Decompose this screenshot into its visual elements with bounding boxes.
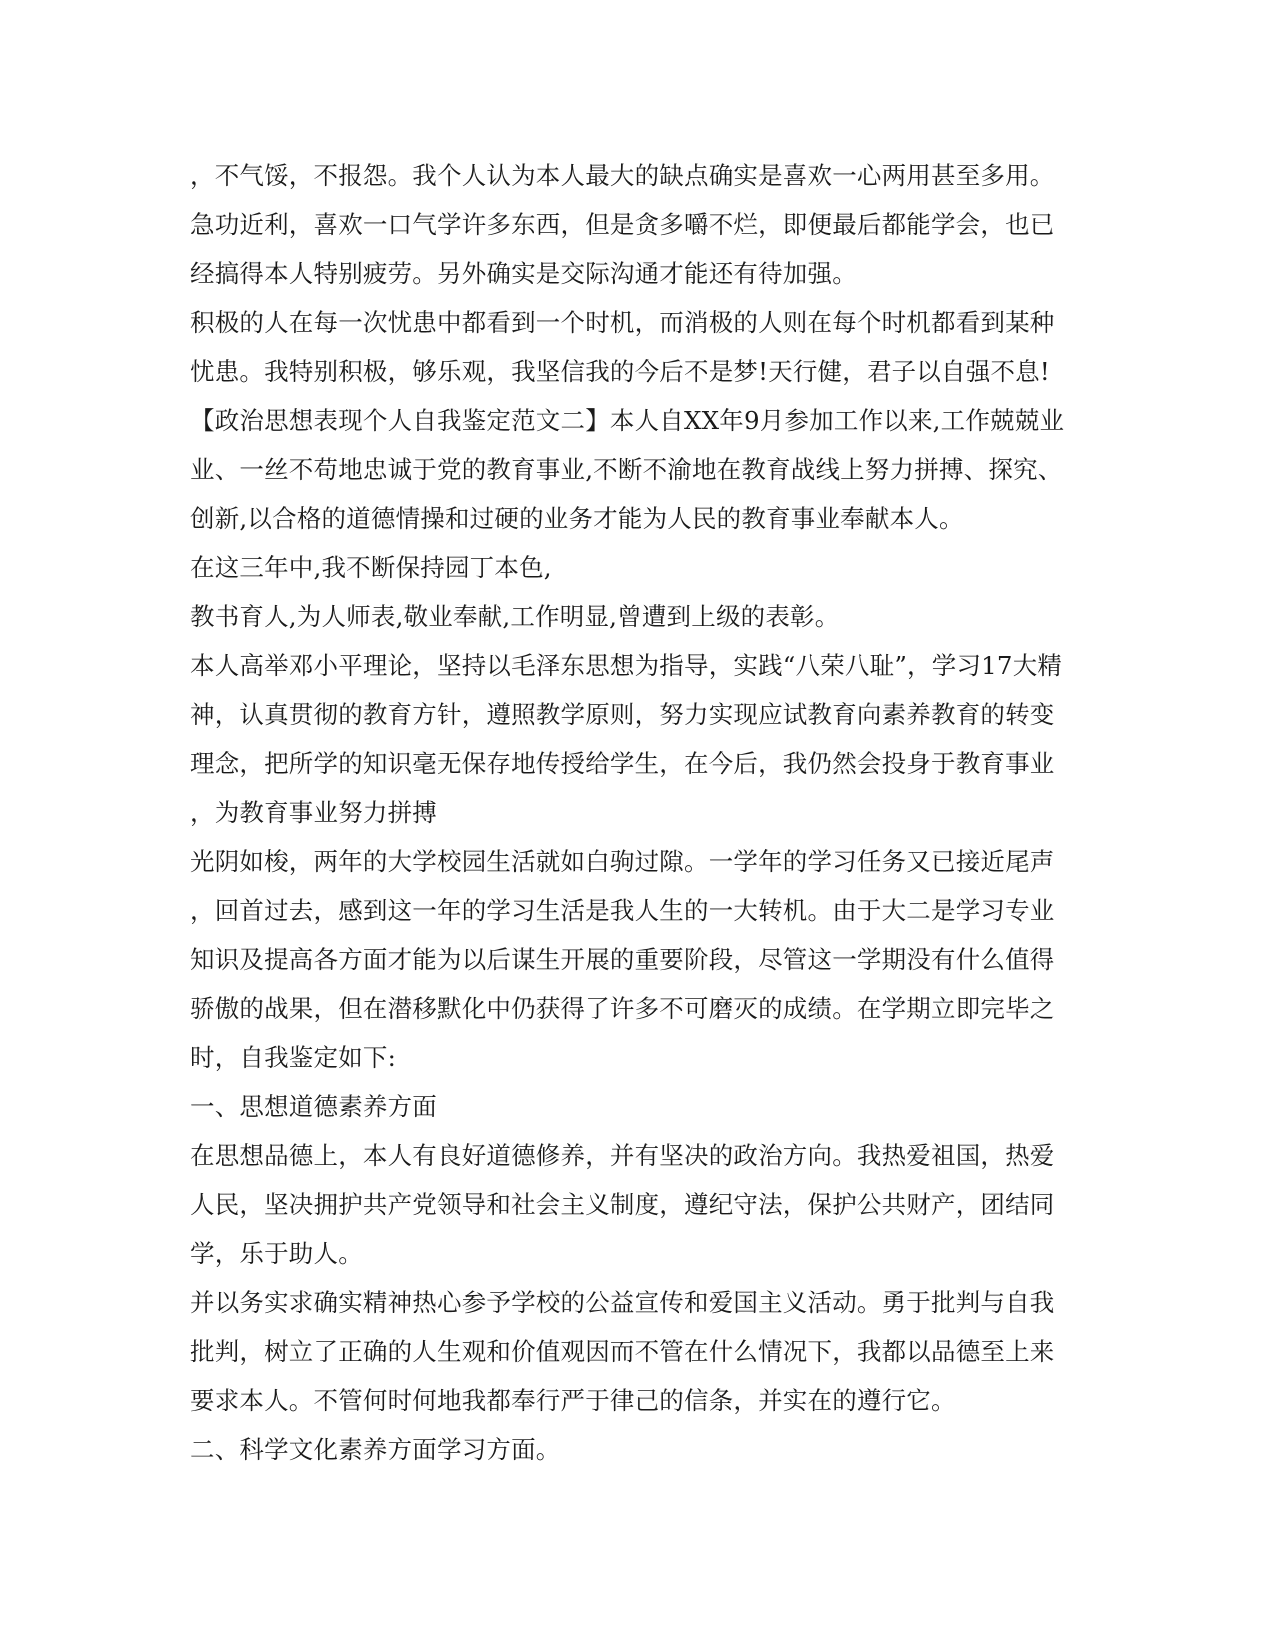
- text-line: 教书育人,为人师表,敬业奉献,工作明显,曾遭到上级的表彰。: [190, 602, 840, 631]
- text-line: 在这三年中,我不断保持园丁本色,: [190, 553, 552, 582]
- text-line: 急功近利，喜欢一口气学许多东西，但是贪多嚼不烂，即便最后都能学会，也已: [190, 210, 1055, 239]
- text-line: 要求本人。不管何时何地我都奉行严于律己的信条，并实在的遵行它。: [190, 1386, 956, 1415]
- text-line: 积极的人在每一次忧患中都看到一个时机，而消极的人则在每个时机都看到某种: [190, 308, 1055, 337]
- text-line: 神，认真贯彻的教育方针，遵照教学原则，努力实现应试教育向素养教育的转变: [190, 700, 1055, 729]
- text-line: 忧患。我特别积极，够乐观，我坚信我的今后不是梦!天行健，君子以自强不息!: [190, 357, 1050, 386]
- text-line: 并以务实求确实精神热心参予学校的公益宣传和爱国主义活动。勇于批判与自我: [190, 1288, 1055, 1317]
- section-title-line: 【政治思想表现个人自我鉴定范文二】本人自XX年9月参加工作以来,工作兢兢业: [190, 406, 1065, 435]
- section-heading: 一、思想道德素养方面: [190, 1092, 437, 1121]
- text-line: ，为教育事业努力拼搏: [190, 798, 437, 827]
- text-line: 创新,以合格的道德情操和过硬的业务才能为人民的教育事业奉献本人。: [190, 504, 964, 533]
- document-body: [190, 151, 1070, 1474]
- text-line: 知识及提高各方面才能为以后谋生开展的重要阶段，尽管这一学期没有什么值得: [190, 945, 1055, 974]
- text-line: 业、一丝不苟地忠诚于党的教育事业,不断不渝地在教育战线上努力拼搏、探究、: [190, 455, 1063, 484]
- text-line: 学，乐于助人。: [190, 1239, 363, 1268]
- text-line: 理念，把所学的知识毫无保存地传授给学生，在今后，我仍然会投身于教育事业: [190, 749, 1055, 778]
- text-line: ，回首过去，感到这一年的学习生活是我人生的一大转机。由于大二是学习专业: [190, 896, 1055, 925]
- section-heading: 二、科学文化素养方面学习方面。: [190, 1435, 561, 1464]
- text-line: 本人高举邓小平理论，坚持以毛泽东思想为指导，实践“八荣八耻”，学习17大精: [190, 651, 1063, 680]
- text-line: 在思想品德上，本人有良好道德修养，并有坚决的政治方向。我热爱祖国，热爱: [190, 1141, 1055, 1170]
- text-line: 人民，坚决拥护共产党领导和社会主义制度，遵纪守法，保护公共财产，团结同: [190, 1190, 1055, 1219]
- text-line: 光阴如梭，两年的大学校园生活就如白驹过隙。一学年的学习任务又已接近尾声: [190, 847, 1055, 876]
- text-line: 经搞得本人特别疲劳。另外确实是交际沟通才能还有待加强。: [190, 259, 857, 288]
- text-line: ，不气馁，不报怨。我个人认为本人最大的缺点确实是喜欢一心两用甚至多用。: [190, 161, 1055, 190]
- text-line: 时，自我鉴定如下:: [190, 1043, 397, 1072]
- text-line: 骄傲的战果，但在潜移默化中仍获得了许多不可磨灭的成绩。在学期立即完毕之: [190, 994, 1055, 1023]
- text-line: 批判，树立了正确的人生观和价值观因而不管在什么情况下，我都以品德至上来: [190, 1337, 1055, 1366]
